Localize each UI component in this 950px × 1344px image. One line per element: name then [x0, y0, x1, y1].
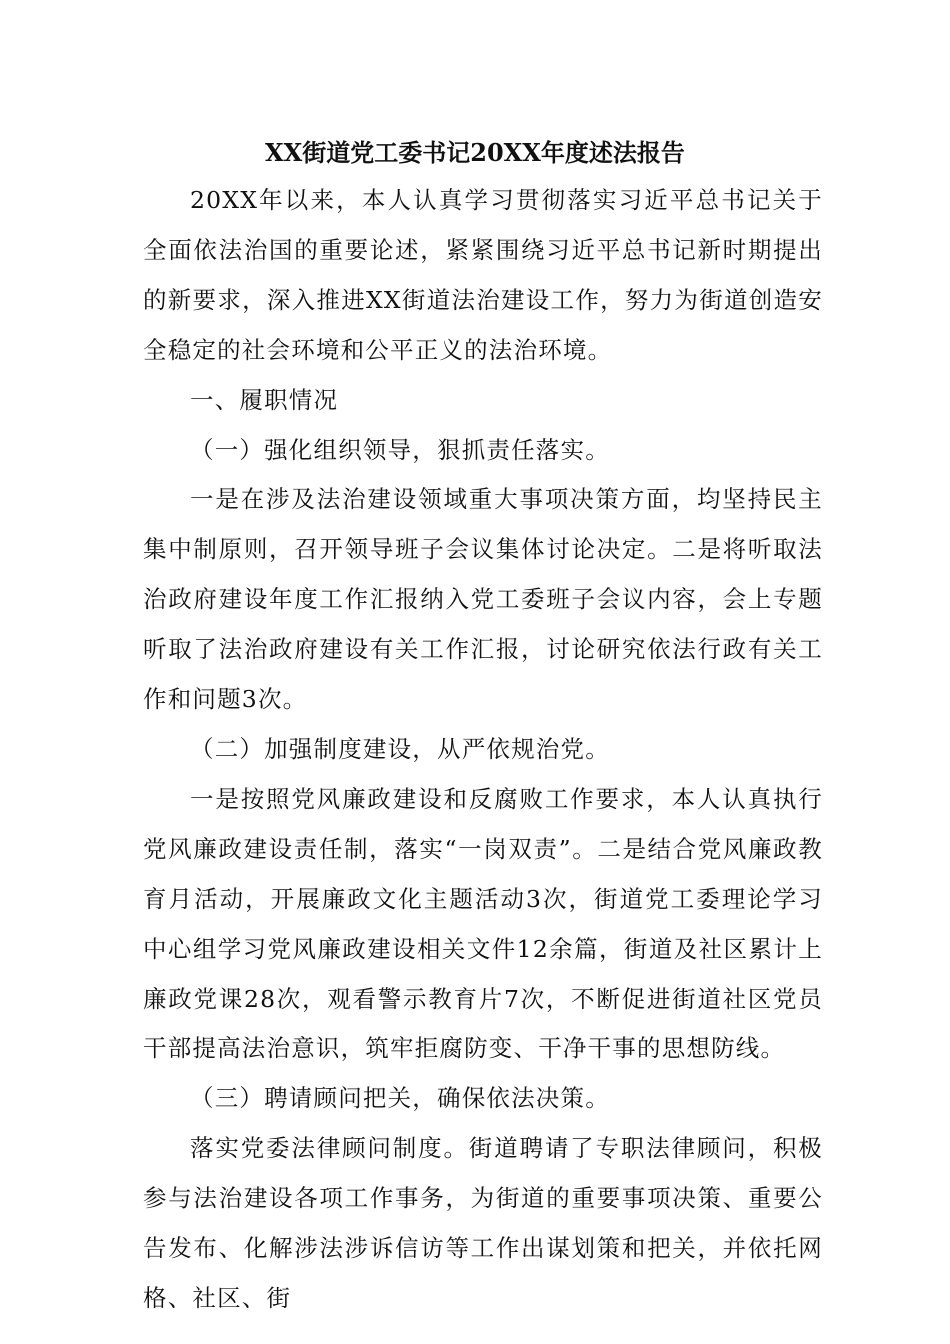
section-heading-1: 一、履职情况 [190, 385, 339, 414]
subsection-heading-3: （三）聘请顾问把关，确保依法决策。 [190, 1084, 610, 1113]
document-title: XX街道党工委书记20XX年度述法报告 [265, 138, 685, 167]
subsection-1-paragraph: 一是在涉及法治建设领域重大事项决策方面，均坚持民主集中制原则，召开领导班子会议集体讨论决定。二是将听取法治政府建设年度工作汇报纳入党工委班子会议内容，会上专题听取了法治政府建设有关工作汇报，讨论研究依法行政有关工作和问题3次。 [143, 485, 823, 714]
subsection-2-paragraph: 一是按照党风廉政建设和反腐败工作要求，本人认真执行党风廉政建设责任制，落实“一岗双责”。二是结合党风廉政教育月活动，开展廉政文化主题活动3次，街道党工委理论学习中心组学习党风廉政建设相关文件12余篇，街道及社区累计上廉政党课28次，观看警示教育片7次，不断促进街道社区党员干部提高法治意识，筑牢拒腐防变、干净干事的思想防线。 [143, 784, 823, 1063]
subsection-3-paragraph: 落实党委法律顾问制度。街道聘请了专职法律顾问，积极参与法治建设各项工作事务，为街道的重要事项决策、重要公告发布、化解涉法涉诉信访等工作出谋划策和把关，并依托网格、社区、街 [143, 1134, 823, 1312]
subsection-heading-2: （二）加强制度建设，从严依规治党。 [190, 734, 610, 763]
subsection-heading-1: （一）强化组织领导，狠抓责任落实。 [190, 435, 610, 464]
intro-paragraph: 20XX年以来，本人认真学习贯彻落实习近平总书记关于全面依法治国的重要论述，紧紧围绕习近平总书记新时期提出的新要求，深入推进XX街道法治建设工作，努力为街道创造安全稳定的社会环境和公平正义的法治环境。 [143, 186, 823, 364]
document-body [143, 176, 823, 1324]
